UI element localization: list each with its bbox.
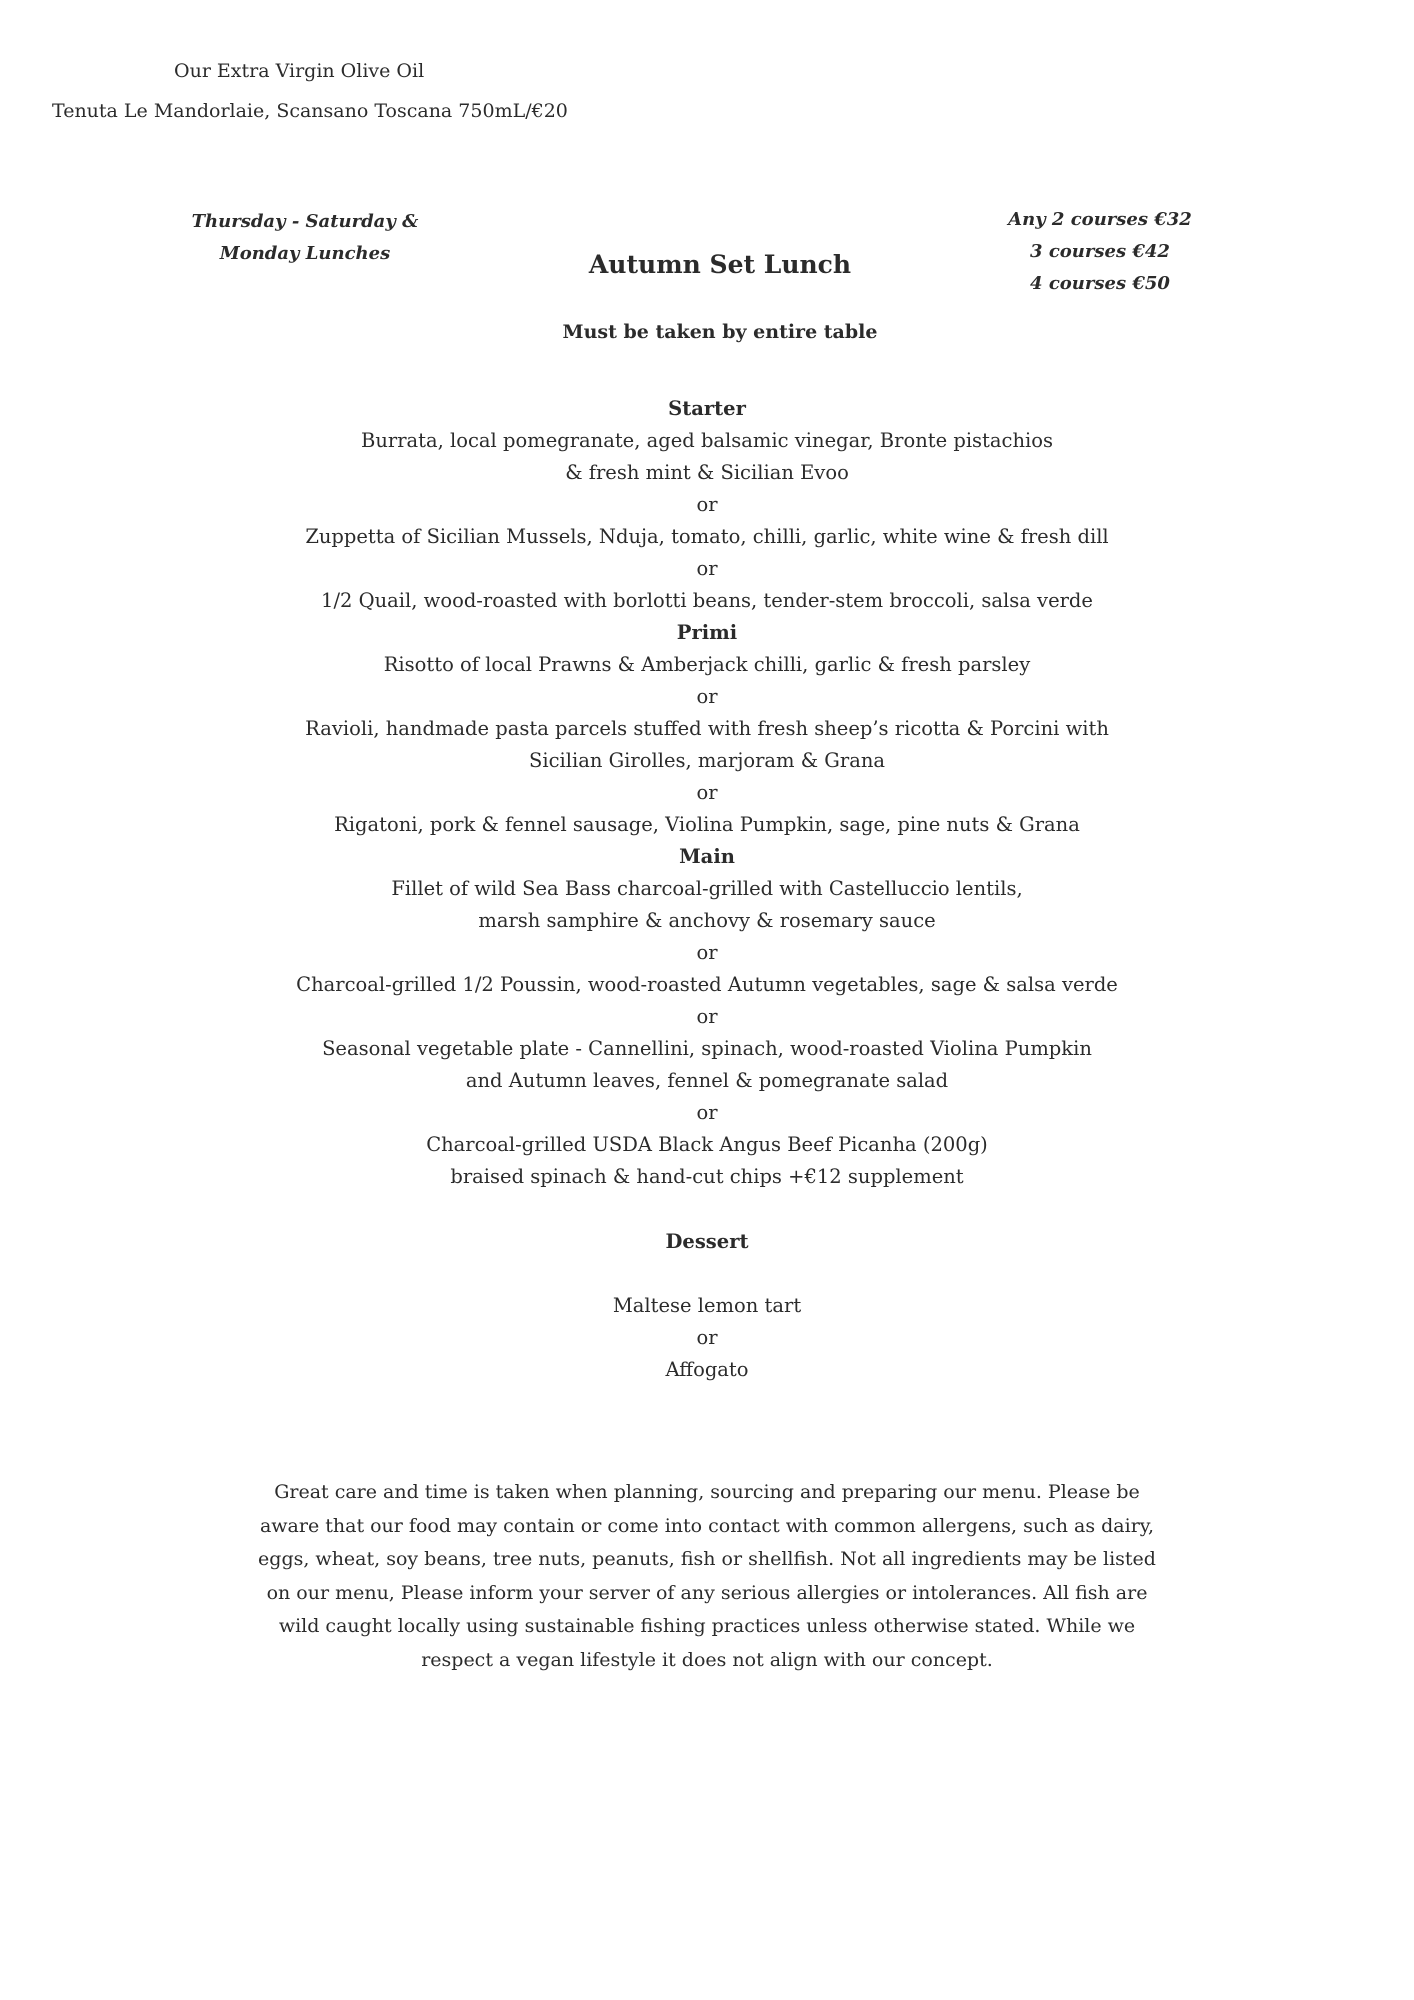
menu-or-separator: or (696, 781, 718, 804)
section-heading-starter: Starter (668, 397, 746, 420)
olive-oil-detail: Tenuta Le Mandorlaie, Scansano Toscana 750mL/€20 (52, 100, 568, 122)
menu-line: Risotto of local Prawns & Amberjack chilli, garlic & fresh parsley (383, 653, 1031, 676)
menu-line: Maltese lemon tart (612, 1294, 802, 1317)
menu-line: Affogato (665, 1358, 749, 1381)
price-four-courses: 4 courses €50 (1030, 273, 1170, 294)
section-heading-main: Main (679, 845, 735, 868)
menu-line: & fresh mint & Sicilian Evoo (565, 461, 849, 484)
menu-line: Sicilian Girolles, marjoram & Grana (528, 749, 886, 772)
menu-or-separator: or (696, 685, 718, 708)
menu-line: Charcoal-grilled 1/2 Poussin, wood-roasted Autumn vegetables, sage & salsa verde (296, 973, 1118, 996)
menu-line: marsh samphire & anchovy & rosemary sauce (478, 909, 936, 932)
menu-or-separator: or (696, 1326, 718, 1349)
menu-line: 1/2 Quail, wood-roasted with borlotti beans, tender-stem broccoli, salsa verde (321, 589, 1093, 612)
section-heading-primi: Primi (676, 621, 738, 644)
menu-line: Fillet of wild Sea Bass charcoal-grilled with Castelluccio lentils, (391, 877, 1023, 900)
menu-line: Burrata, local pomegranate, aged balsamic vinegar, Bronte pistachios (361, 429, 1053, 452)
olive-oil-title: Our Extra Virgin Olive Oil (174, 60, 425, 82)
price-three-courses: 3 courses €42 (1030, 241, 1170, 262)
menu-or-separator: or (696, 557, 718, 580)
dessert-section (207, 1226, 1207, 1386)
dessert-spacer (207, 1258, 1207, 1290)
menu-line: Ravioli, handmade pasta parcels stuffed with fresh sheep’s ricotta & Porcini with (305, 717, 1109, 740)
menu-line: Rigatoni, pork & fennel sausage, Violina Pumpkin, sage, pine nuts & Grana (334, 813, 1080, 836)
menu-body (207, 393, 1207, 1193)
table-requirement-note: Must be taken by entire table (562, 321, 878, 343)
menu-title: Autumn Set Lunch (588, 250, 852, 279)
price-two-courses: Any 2 courses €32 (1008, 209, 1192, 230)
course-pricing (970, 204, 1230, 300)
service-days-line-1: Thursday - Saturday & (191, 211, 419, 232)
menu-or-separator: or (696, 1101, 718, 1124)
service-days-line-2: Monday Lunches (219, 243, 391, 264)
menu-line: Charcoal-grilled USDA Black Angus Beef Picanha (200g) (426, 1133, 988, 1156)
menu-line: Seasonal vegetable plate - Cannellini, spinach, wood-roasted Violina Pumpkin (322, 1037, 1092, 1060)
menu-or-separator: or (696, 941, 718, 964)
menu-line: and Autumn leaves, fennel & pomegranate salad (465, 1069, 949, 1092)
service-days (170, 206, 440, 270)
menu-or-separator: or (696, 1005, 718, 1028)
allergen-notice: Great care and time is taken when planning, sourcing and preparing our menu. Please be aware that our food may contain or come into contact with common allergens, such as dairy, eggs, wheat, soy beans, tree nuts, peanuts, fish or shellfish. Not all ingredients may be listed on our menu, Please inform your server of any serious allergies or intolerances. All fish are wild caught locally using sustainable fishing practices unless otherwise stated. While we respect a vegan lifestyle it does not align with our concept. (258, 1481, 1156, 1671)
menu-line: braised spinach & hand-cut chips +€12 supplement (450, 1165, 964, 1188)
menu-line: Zuppetta of Sicilian Mussels, Nduja, tomato, chilli, garlic, white wine & fresh dill (305, 525, 1109, 548)
section-heading-dessert: Dessert (665, 1230, 749, 1253)
menu-or-separator: or (696, 493, 718, 516)
